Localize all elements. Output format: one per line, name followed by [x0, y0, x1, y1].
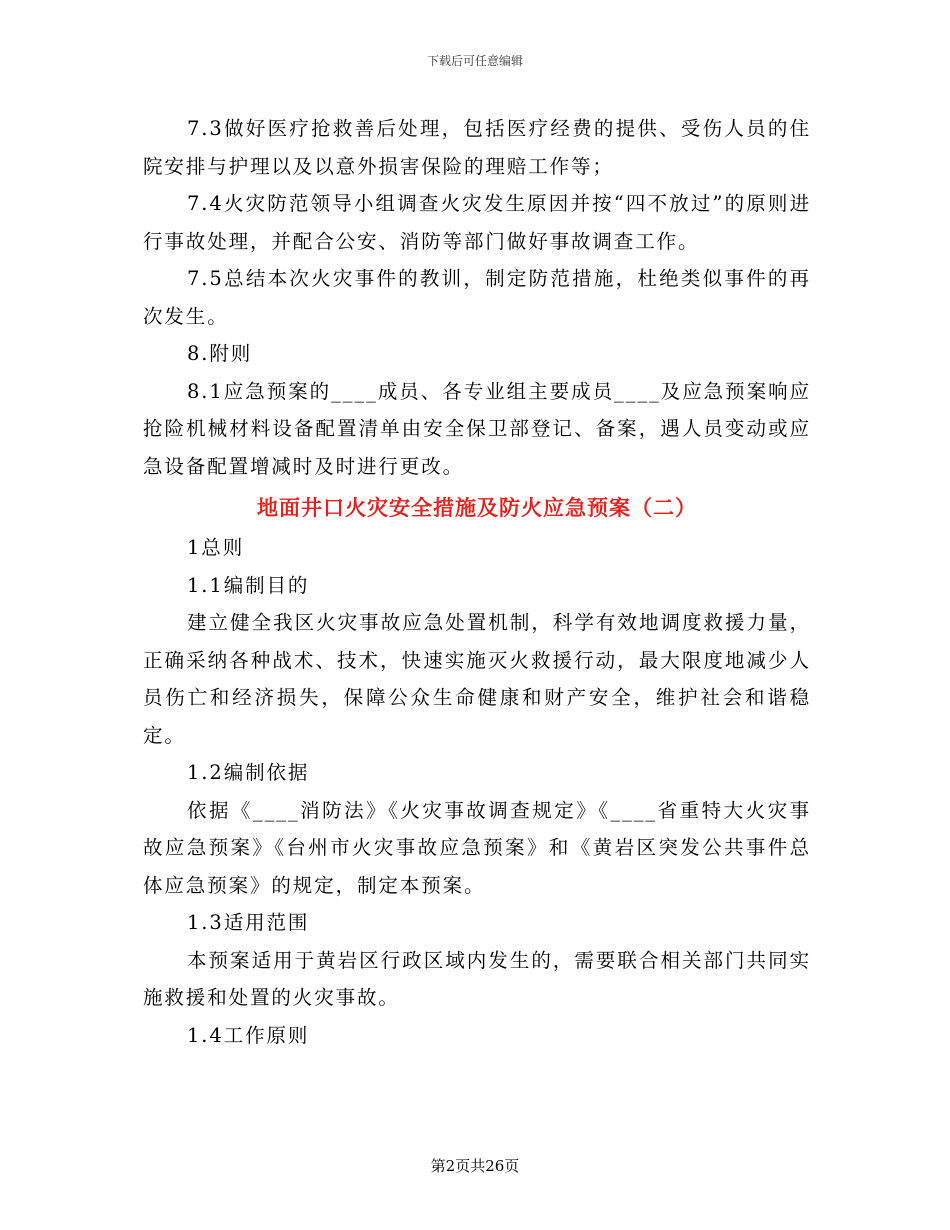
section-title: 地面井口火灾安全措施及防火应急预案（二） — [257, 496, 697, 520]
paragraph-7-3: 7.3做好医疗抢救善后处理，包括医疗经费的提供、受伤人员的住院安排与护理以及以意外损害保险的理赔工作等； — [143, 117, 811, 178]
page-footer: 第2页共26页 — [430, 1157, 520, 1175]
document-body — [143, 110, 811, 1054]
paragraph-7-5: 7.5总结本次火灾事件的教训，制定防范措施，杜绝类似事件的再次发生。 — [143, 267, 811, 328]
paragraph-1-1-body: 建立健全我区火灾事故应急处置机制，科学有效地调度救援力量，正确采纳各种战术、技术，快速实施灭火救援行动，最大限度地减少人员伤亡和经济损失，保障公众生命健康和财产安全，维护社会和谐稳定。 — [143, 611, 811, 747]
paragraph-1-2-body: 依据《____消防法》《火灾事故调查规定》《____省重特大火灾事故应急预案》《台州市火灾事故应急预案》和《黄岩区突发公共事件总体应急预案》的规定，制定本预案。 — [143, 798, 811, 897]
heading-8-appendix: 8.附则 — [187, 342, 253, 365]
paragraph-1-3-body: 本预案适用于黄岩区行政区域内发生的，需要联合相关部门共同实施救援和处置的火灾事故。 — [143, 948, 811, 1009]
heading-1-3: 1.3适用范围 — [187, 911, 310, 934]
paragraph-8-1: 8.1应急预案的____成员、各专业组主要成员____及应急预案响应抢险机械材料设备配置清单由安全保卫部登记、备案，遇人员变动或应急设备配置增减时及时进行更改。 — [143, 379, 811, 478]
heading-1-1: 1.1编制目的 — [187, 573, 310, 597]
heading-1-2: 1.2编制依据 — [187, 761, 310, 784]
paragraph-7-4: 7.4火灾防范领导小组调查火灾发生原因并按“四不放过”的原则进行事故处理，并配合公安、消防等部门做好事故调查工作。 — [143, 192, 811, 253]
page-header: 下载后可任意编辑 — [426, 54, 523, 68]
heading-1-general: 1总则 — [187, 536, 245, 559]
heading-1-4: 1.4工作原则 — [187, 1023, 310, 1047]
